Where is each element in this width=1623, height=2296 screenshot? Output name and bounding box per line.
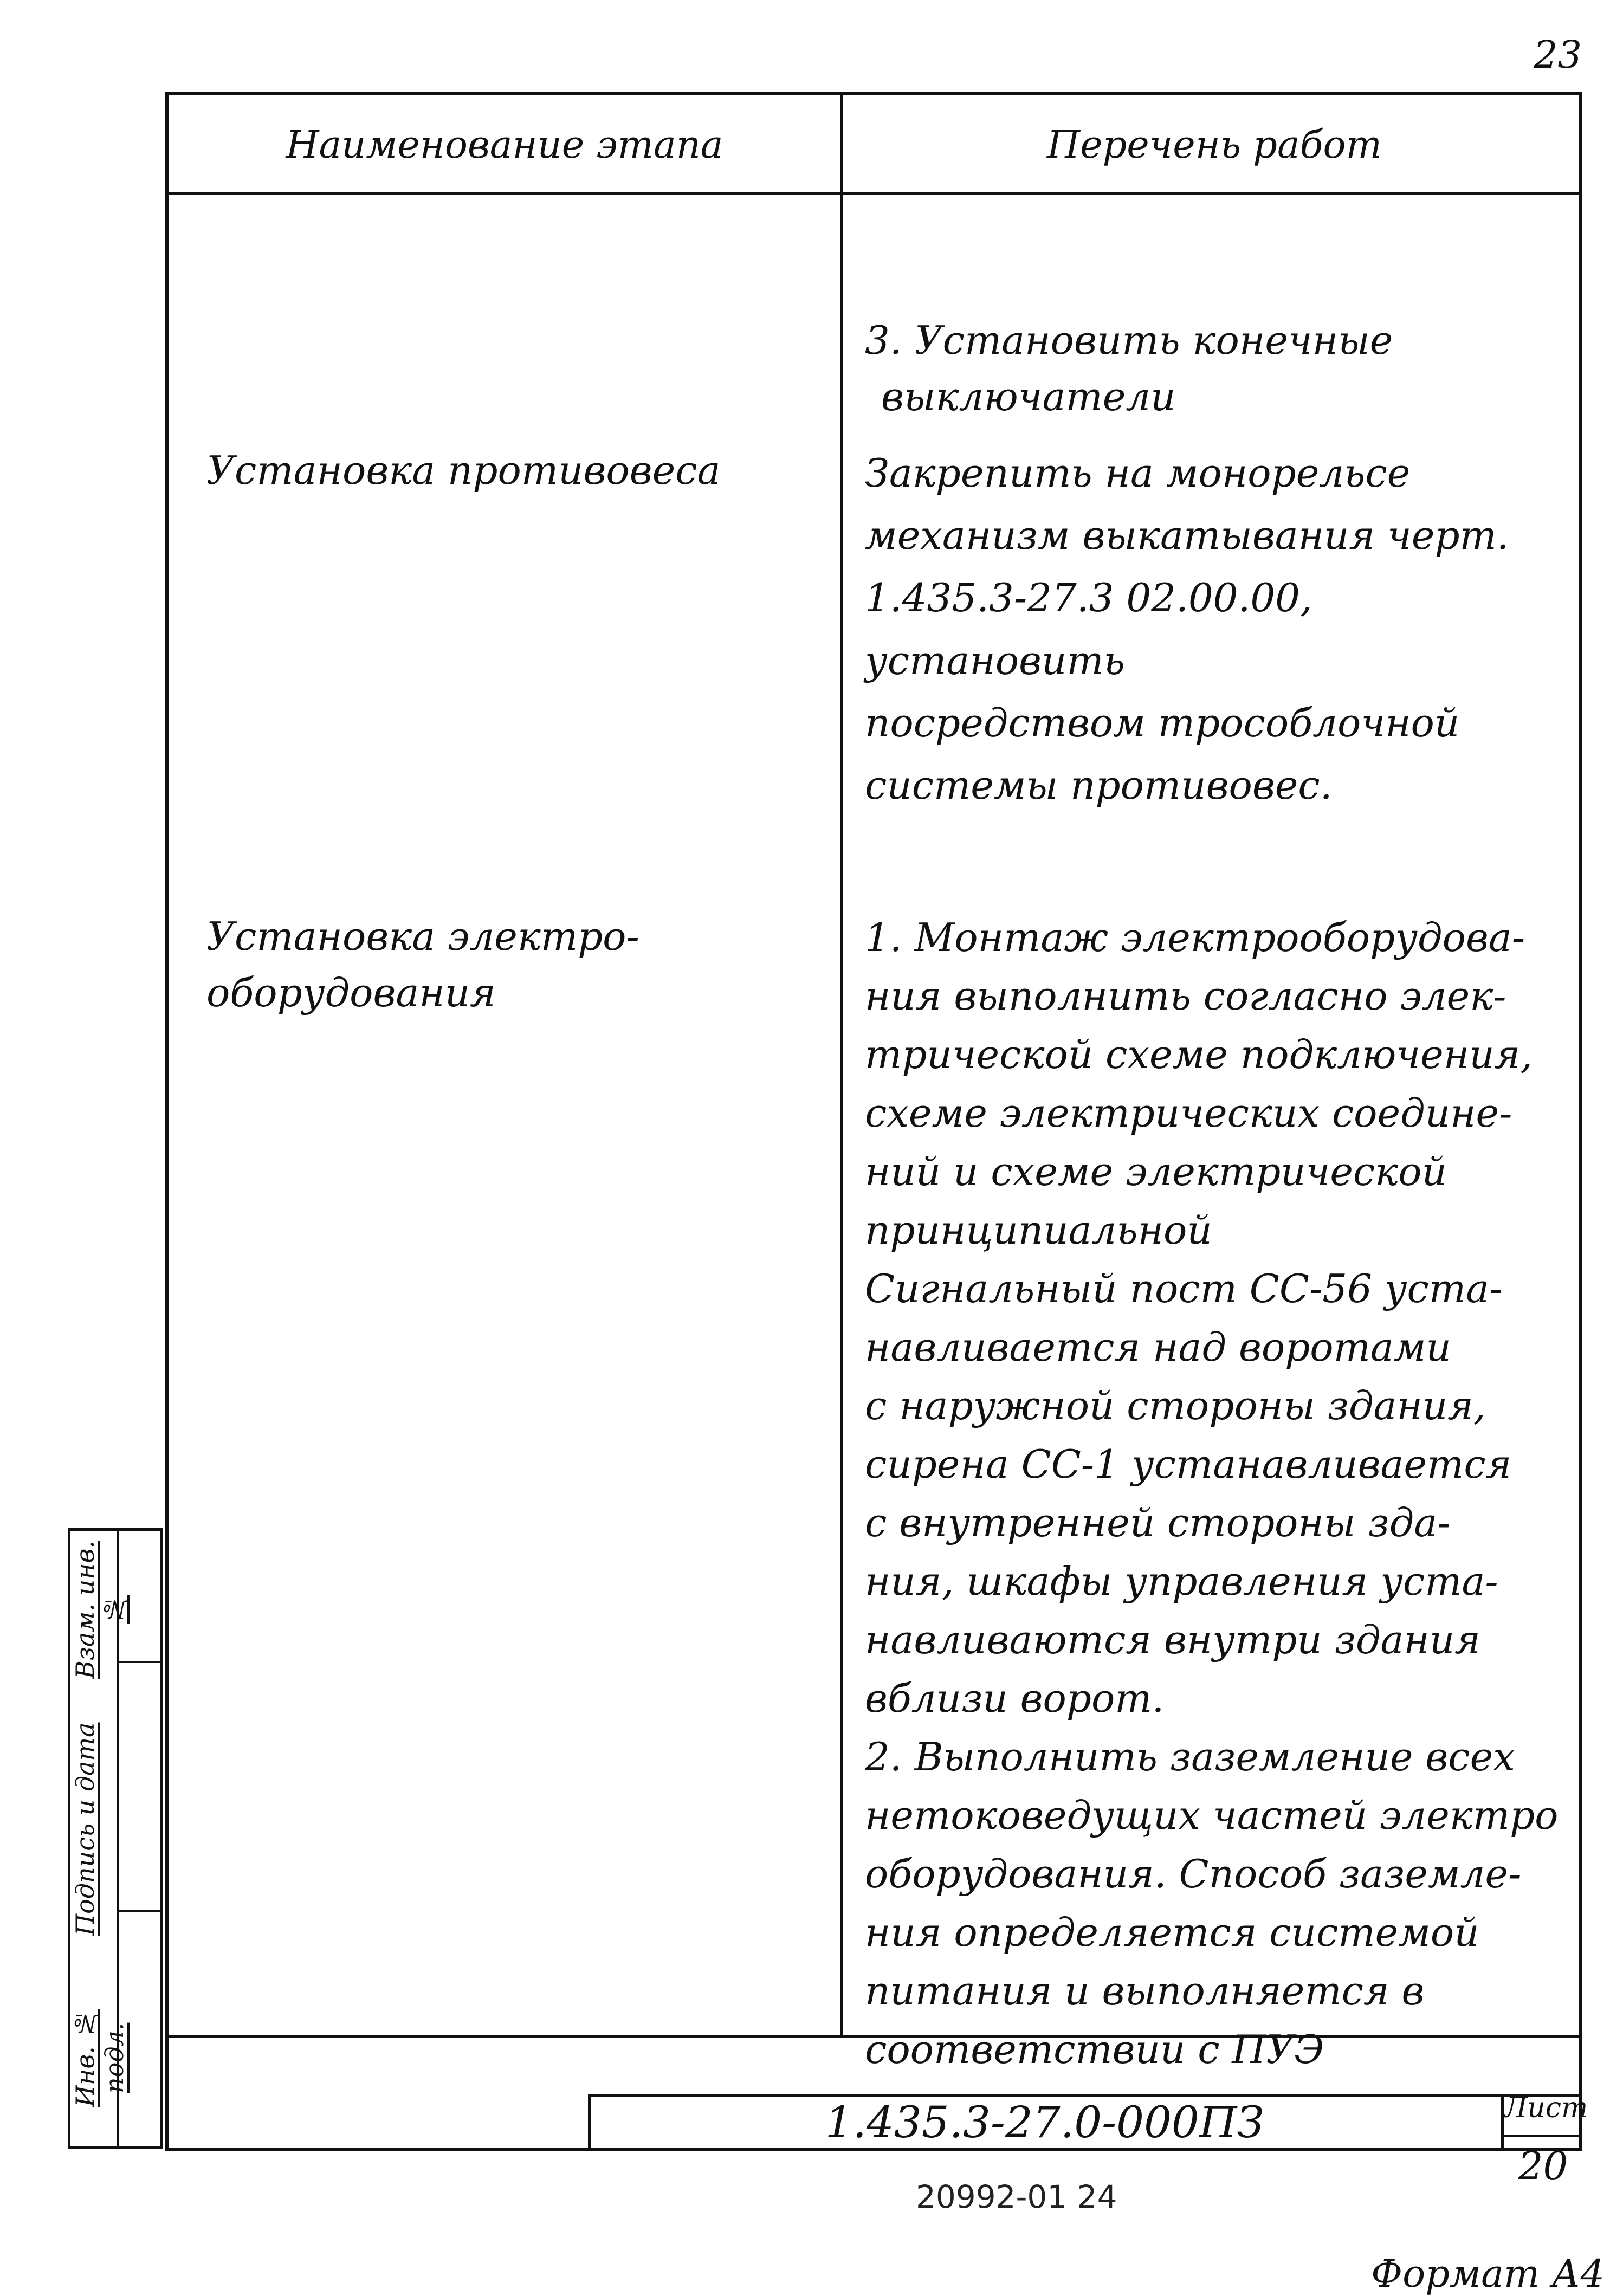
header-works: Перечень работ (1047, 122, 1382, 167)
margin-replaces-inv: Взам. инв. № (70, 1540, 129, 1679)
works-line: механизм выкатывания черт. (865, 513, 1509, 559)
sheet-number: 20 (1518, 2143, 1568, 2189)
works-line: 1. Монтаж электрооборудова- (865, 915, 1525, 960)
works-line: сирена СС-1 устанавливается (865, 1441, 1512, 1487)
works-line: 3. Установить конечные (865, 318, 1393, 363)
stamp-sheet-line (1501, 2135, 1582, 2137)
works-line: посредством трособлочной (865, 700, 1460, 746)
works-line: системы противовес. (865, 762, 1333, 808)
works-line: питания и выполняется в (865, 1968, 1425, 2014)
works-line: ния определяется системой (865, 1910, 1479, 1955)
works-line: с наружной стороны здания, (865, 1383, 1486, 1428)
works-line: нетоковедущих частей электро (865, 1793, 1559, 1838)
works-line: навливается над воротами (865, 1324, 1451, 1370)
works-line: ния выполнить согласно элек- (865, 973, 1506, 1019)
works-line: навливаются внутри здания (865, 1617, 1480, 1663)
works-line: вблизи ворот. (865, 1676, 1165, 1721)
margin-signature-date: Подпись и дата (70, 1722, 100, 1936)
works-line: оборудования. Способ заземле- (865, 1851, 1522, 1897)
document-code: 1.435.3-27.0-000ПЗ (825, 2097, 1264, 2148)
header-stage: Наименование этапа (286, 122, 723, 167)
works-line: 2. Выполнить заземление всех (865, 1734, 1515, 1780)
archive-number: 20992-01 24 (916, 2178, 1117, 2215)
works-line: ния, шкафы управления уста- (865, 1558, 1498, 1604)
works-line: с внутренней стороны зда- (865, 1500, 1451, 1545)
margin-approval-strip (68, 1528, 163, 2149)
format-label: Формат А4 (1371, 2252, 1605, 2296)
works-line: ний и схеме электрической (865, 1149, 1447, 1194)
stamp-area (165, 92, 1588, 2189)
works-line: выключатели (881, 374, 1176, 420)
sheet-label: Лист (1504, 2092, 1588, 2124)
page-corner-number: 23 (1534, 33, 1582, 77)
margin-inv-no: Инв. № подл. (70, 2009, 129, 2107)
stage-line: Установка электро- (206, 914, 639, 959)
margin-row-line (117, 1661, 163, 1663)
works-line: Сигнальный пост СС-56 уста- (865, 1266, 1503, 1311)
works-line: схеме электрических соедине- (865, 1090, 1512, 1136)
stage-row-2: Установка противовеса (206, 448, 721, 493)
works-line: Закрепить на монорельсе (865, 450, 1411, 496)
works-line: 1.435.3-27.3 02.00.00, установить (865, 575, 1312, 683)
works-line: принципиальной (865, 1207, 1212, 1253)
works-line: соответствии с ПУЭ (865, 2027, 1324, 2072)
margin-row-line (117, 1910, 163, 1912)
stage-line: оборудования (206, 970, 496, 1016)
works-line: трической схеме подключения, (865, 1032, 1533, 1077)
